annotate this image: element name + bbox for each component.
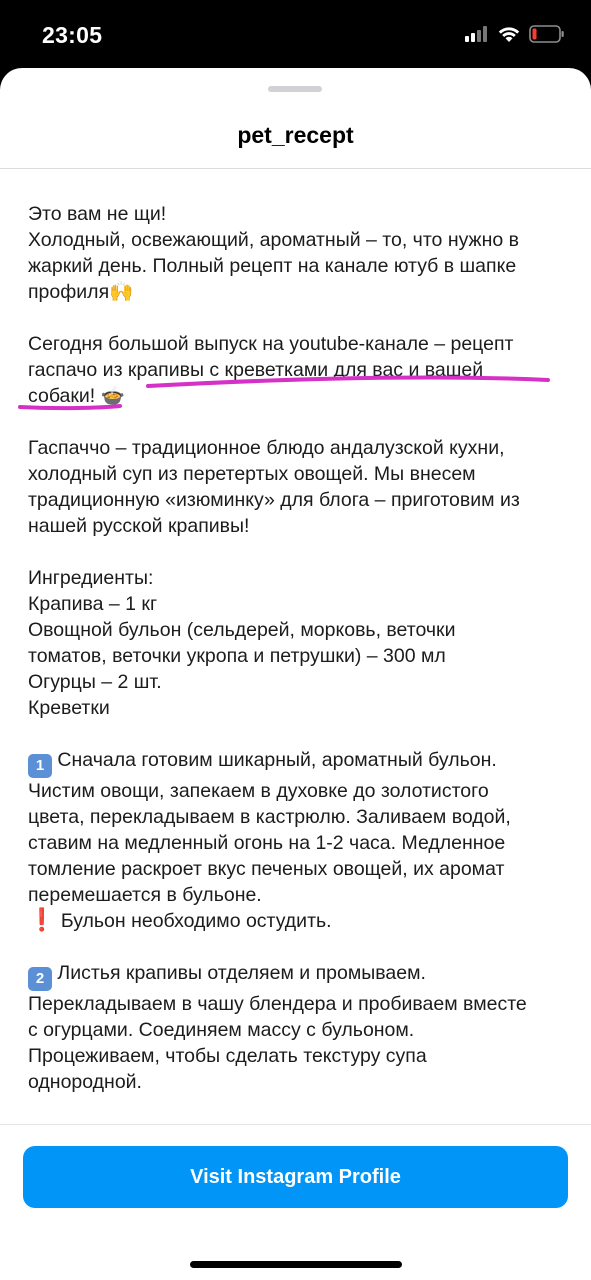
caption-line: гаспачо из крапивы с креветками для вас и вашей bbox=[28, 359, 484, 381]
ingredient-item: томатов, веточки укропа и петрушки) – 300 мл bbox=[28, 645, 446, 667]
caption-ingredients-list bbox=[28, 565, 573, 721]
footer-divider bbox=[0, 1124, 591, 1125]
exclamation-icon: ❗ bbox=[28, 908, 56, 933]
caption-line bbox=[28, 747, 573, 778]
keycap-one-icon: 1 bbox=[28, 754, 52, 778]
caption-line: Это вам не щи! bbox=[28, 203, 167, 225]
caption-paragraph-description bbox=[28, 435, 573, 539]
caption-line: традиционную «изюминку» для блога – приготовим из bbox=[28, 489, 520, 511]
ingredient-item: Овощной бульон (сельдерей, морковь, веточки bbox=[28, 619, 456, 641]
caption-line: однородной. bbox=[28, 1071, 142, 1093]
caption-line: Перекладываем в чашу блендера и пробиваем вместе bbox=[28, 993, 527, 1015]
caption-line: Процеживаем, чтобы сделать текстуру супа bbox=[28, 1045, 427, 1067]
step-2-first-line: Листья крапивы отделяем и промываем. bbox=[57, 962, 426, 984]
sheet-grabber[interactable] bbox=[268, 86, 322, 92]
caption-line: нашей русской крапивы! bbox=[28, 515, 250, 537]
caption-line: с огурцами. Соединяем массу с бульоном. bbox=[28, 1019, 415, 1041]
caption-line: Гаспаччо – традиционное блюдо андалузской кухни, bbox=[28, 437, 505, 459]
keycap-two-icon: 2 bbox=[28, 967, 52, 991]
caption-line: Холодный, освежающий, ароматный – то, что нужно в bbox=[28, 229, 519, 251]
caption-line: томление раскроет вкус печеных овощей, их аромат bbox=[28, 858, 505, 880]
caption-line: собаки! 🍲 bbox=[28, 385, 125, 407]
ingredient-item: Крапива – 1 кг bbox=[28, 593, 158, 615]
caption-paragraph-announcement bbox=[28, 331, 573, 409]
status-bar bbox=[0, 0, 591, 68]
caption-line bbox=[28, 960, 573, 991]
wifi-icon bbox=[497, 26, 521, 43]
ingredient-item: Огурцы – 2 шт. bbox=[28, 671, 162, 693]
recipe-step-2 bbox=[28, 960, 573, 1095]
status-icons bbox=[465, 25, 565, 43]
caption-line: перемешается в бульоне. bbox=[28, 884, 262, 906]
ingredients-heading: Ингредиенты: bbox=[28, 567, 154, 589]
caption-line: жаркий день. Полный рецепт на канале ютуб в шапке bbox=[28, 255, 517, 277]
home-indicator bbox=[190, 1261, 402, 1268]
ingredient-item: Креветки bbox=[28, 697, 110, 719]
caption-paragraph-intro bbox=[28, 201, 573, 305]
caption-line: Чистим овощи, запекаем в духовке до золотистого bbox=[28, 780, 489, 802]
header-divider bbox=[0, 168, 591, 169]
status-time: 23:05 bbox=[42, 22, 103, 48]
step-1-first-line: Сначала готовим шикарный, ароматный бульон. bbox=[57, 749, 497, 771]
battery-icon bbox=[529, 25, 565, 43]
caption-line bbox=[28, 908, 573, 934]
caption-line: ставим на медленный огонь на 1-2 часа. Медленное bbox=[28, 832, 506, 854]
visit-instagram-profile-button[interactable]: Visit Instagram Profile bbox=[23, 1146, 568, 1208]
caption-line: профиля🙌 bbox=[28, 281, 134, 303]
caption-line: Сегодня большой выпуск на youtube-канале – рецепт bbox=[28, 333, 514, 355]
cellular-signal-icon bbox=[465, 26, 489, 42]
sheet-title-username[interactable]: pet_recept bbox=[237, 122, 354, 148]
bottom-sheet bbox=[0, 68, 591, 1280]
step-1-warning: Бульон необходимо остудить. bbox=[60, 910, 332, 932]
recipe-step-1 bbox=[28, 747, 573, 934]
post-caption bbox=[28, 201, 573, 1095]
caption-line: цвета, перекладываем в кастрюлю. Заливаем водой, bbox=[28, 806, 511, 828]
caption-line: холодный суп из перетертых овощей. Мы внесем bbox=[28, 463, 476, 485]
